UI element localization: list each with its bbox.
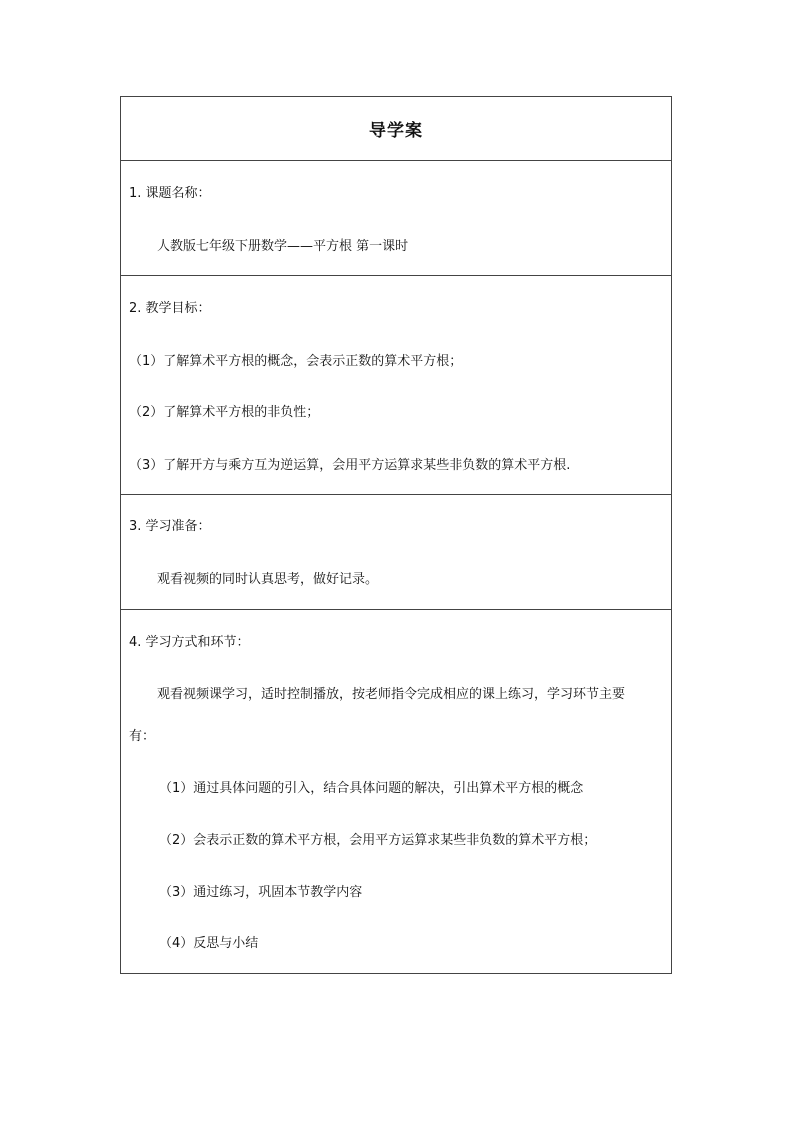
section-learning-method	[121, 609, 671, 973]
step-item: （1）通过具体问题的引入，结合具体问题的解决，引出算术平方根的概念	[159, 781, 584, 796]
document-title: 导学案	[369, 121, 423, 141]
section-heading: 1. 课题名称：	[129, 186, 211, 201]
section-preparation	[121, 494, 671, 609]
section-text: 有：	[129, 729, 156, 744]
title-row	[121, 97, 671, 160]
section-heading: 3. 学习准备：	[129, 519, 211, 534]
section-text: 观看视频的同时认真思考，做好记录。	[157, 572, 379, 587]
section-course-name	[121, 160, 671, 275]
section-heading: 4. 学习方式和环节：	[129, 635, 250, 650]
lesson-plan-table	[120, 96, 672, 974]
goal-item: （3）了解开方与乘方互为逆运算，会用平方运算求某些非负数的算术平方根.	[129, 458, 571, 473]
section-text: 人教版七年级下册数学——平方根 第一课时	[157, 239, 409, 254]
step-item: （3）通过练习，巩固本节教学内容	[159, 885, 363, 900]
goal-item: （2）了解算术平方根的非负性；	[129, 405, 320, 420]
goal-item: （1）了解算术平方根的概念，会表示正数的算术平方根；	[129, 354, 463, 369]
section-teaching-goals	[121, 275, 671, 494]
step-item: （2）会表示正数的算术平方根，会用平方运算求某些非负数的算术平方根；	[159, 833, 597, 848]
step-item: （4）反思与小结	[159, 936, 259, 951]
section-heading: 2. 教学目标：	[129, 301, 211, 316]
section-text: 观看视频课学习，适时控制播放，按老师指令完成相应的课上练习，学习环节主要	[157, 687, 626, 702]
